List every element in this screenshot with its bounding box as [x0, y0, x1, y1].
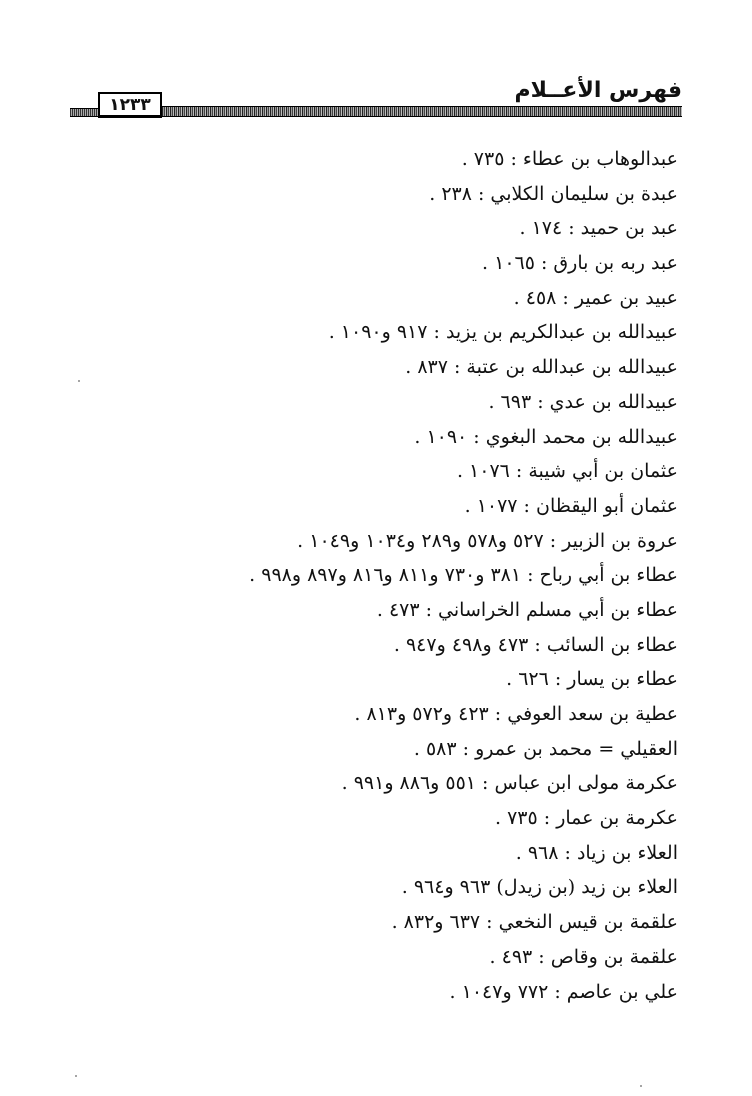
- page-header: [70, 78, 682, 122]
- index-entry: عبيدالله بن محمد البغوي : ١٠٩٠ .: [414, 425, 678, 448]
- index-entry: عبيدالله بن عبدالكريم بن يزيد : ٩١٧ و١٠٩٠ .: [328, 321, 678, 344]
- index-entry: عطاء بن السائب : ٤٧٣ و٤٩٨ و٩٤٧ .: [393, 633, 678, 656]
- page-number: ١٢٣٣: [98, 92, 162, 118]
- index-entry: عطاء بن أبي رباح : ٣٨١ و٧٣٠ و٨١١ و٨١٦ و٨٩٧ و٩٩٨ .: [249, 564, 678, 587]
- header-title: فهرس الأعــلام: [514, 78, 682, 103]
- index-entry: العلاء بن زياد : ٩٦٨ .: [515, 841, 678, 864]
- index-entry: عبيدالله بن عدي : ٦٩٣ .: [488, 390, 678, 413]
- index-entry: عكرمة مولى ابن عباس : ٥٥١ و٨٨٦ و٩٩١ .: [341, 772, 678, 795]
- index-entry: عبيدالله بن عبدالله بن عتبة : ٨٣٧ .: [405, 356, 678, 379]
- index-entry: عثمان بن أبي شيبة : ١٠٧٦ .: [456, 460, 678, 483]
- scan-speck: [640, 1085, 642, 1087]
- header-rule-left: [70, 108, 98, 117]
- index-entry: علقمة بن وقاص : ٤٩٣ .: [489, 945, 678, 968]
- index-entry: عبد ربه بن بارق : ١٠٦٥ .: [482, 252, 678, 275]
- index-entry: العقيلي = محمد بن عمرو : ٥٨٣ .: [413, 737, 678, 760]
- index-entry: عطاء بن أبي مسلم الخراساني : ٤٧٣ .: [376, 598, 678, 621]
- scan-speck: [75, 1075, 77, 1077]
- header-rule: [162, 106, 682, 117]
- index-entry: عطاء بن يسار : ٦٢٦ .: [506, 668, 678, 691]
- index-entry: علقمة بن قيس النخعي : ٦٣٧ و٨٣٢ .: [391, 911, 678, 934]
- index-entry: عثمان أبو اليقظان : ١٠٧٧ .: [464, 494, 678, 517]
- index-entry: عبد بن حميد : ١٧٤ .: [519, 217, 678, 240]
- index-entry: عروة بن الزبير : ٥٢٧ و٥٧٨ و٢٨٩ و١٠٣٤ و١٠٤٩ .: [297, 529, 678, 552]
- index-entry: عبدة بن سليمان الكلابي : ٢٣٨ .: [429, 182, 678, 205]
- index-entry: العلاء بن زيد (بن زيدل) ٩٦٣ و٩٦٤ .: [401, 876, 678, 899]
- scan-speck: [78, 380, 80, 382]
- index-entry: عبيد بن عمير : ٤٥٨ .: [513, 286, 678, 309]
- index-entry: عبدالوهاب بن عطاء : ٧٣٥ .: [461, 148, 678, 170]
- index-entry: عطية بن سعد العوفي : ٤٢٣ و٥٧٢ و٨١٣ .: [354, 703, 678, 725]
- index-entry: عكرمة بن عمار : ٧٣٥ .: [495, 807, 678, 830]
- index-entry: علي بن عاصم : ٧٧٢ و١٠٤٧ .: [449, 980, 678, 1003]
- index-entries: [158, 144, 678, 1011]
